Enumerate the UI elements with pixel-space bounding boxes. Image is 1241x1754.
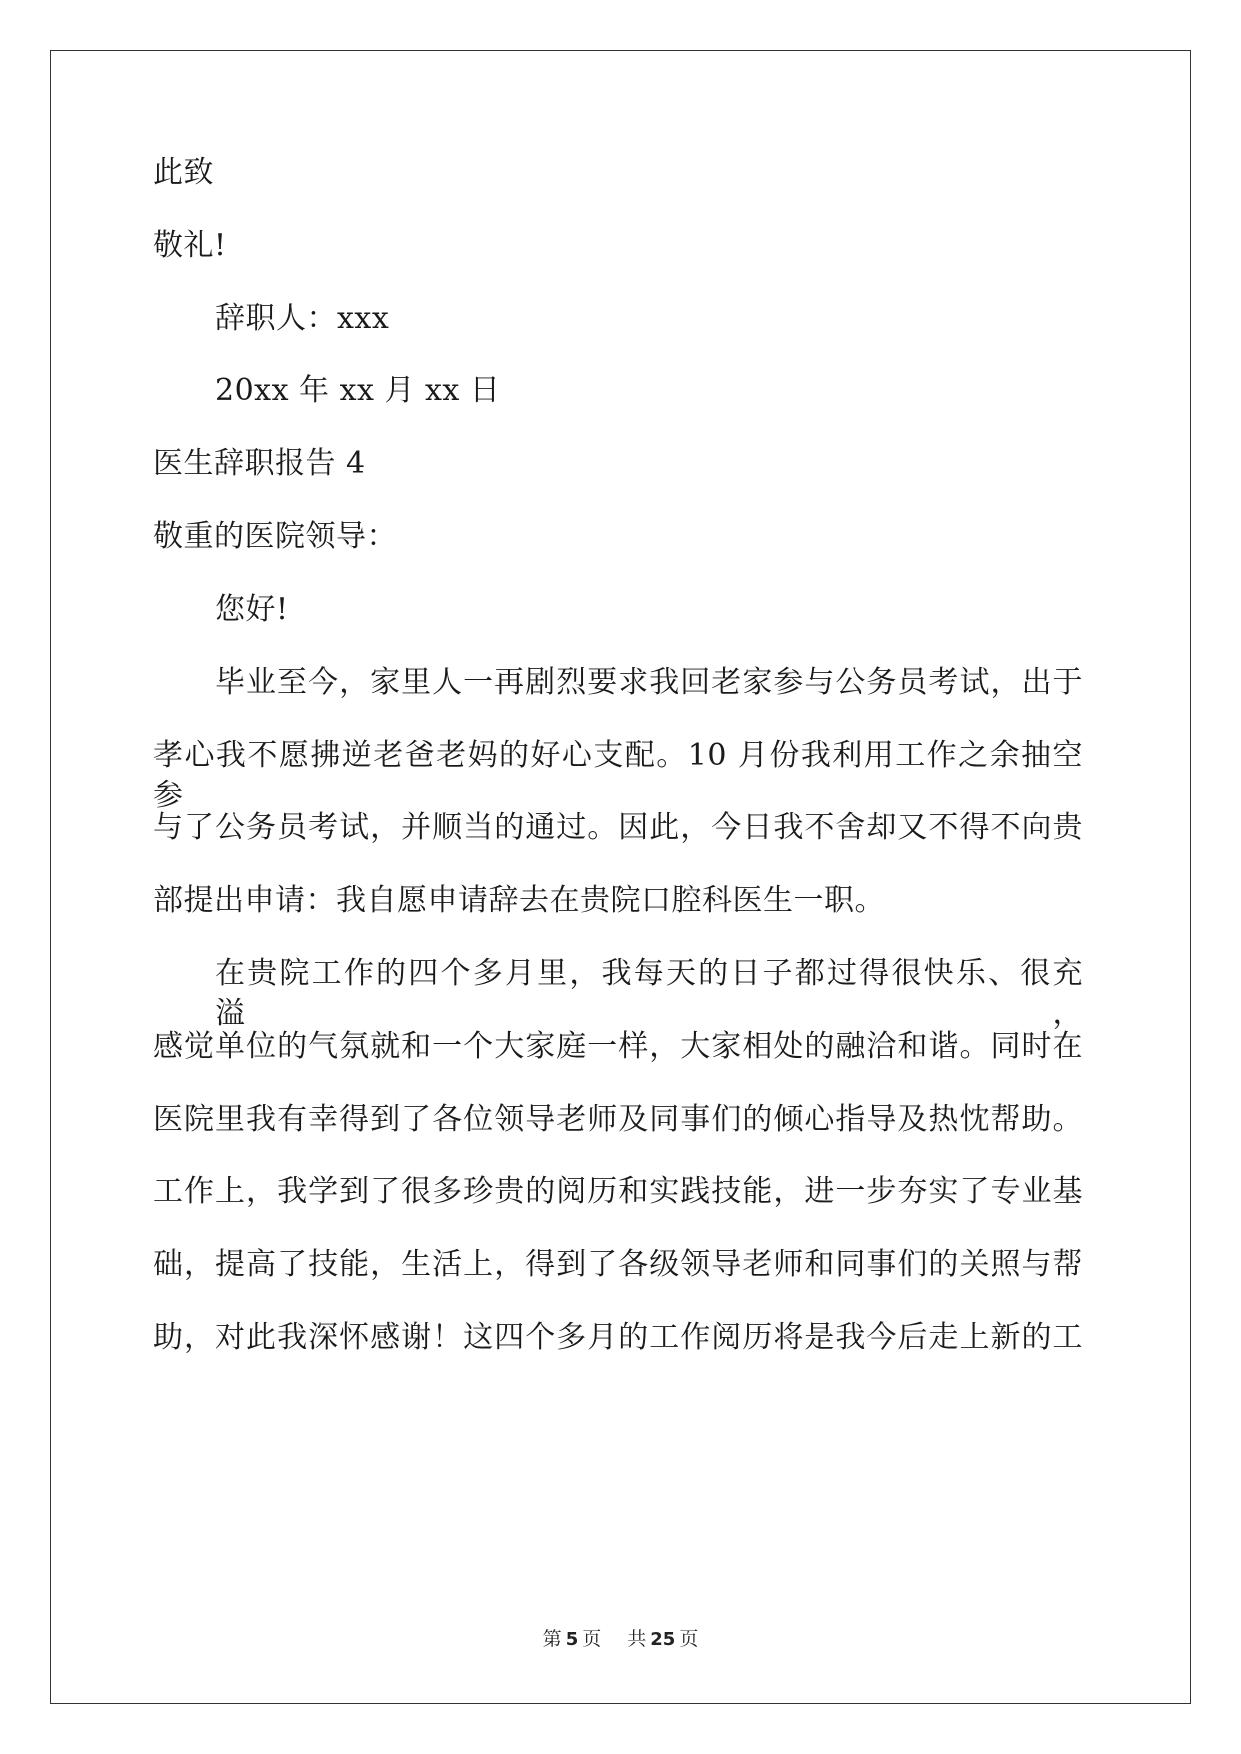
greeting: 您好! (215, 592, 289, 627)
salutation: 敬重的医院领导： (153, 519, 397, 554)
closing-salute: 敬礼! (153, 228, 227, 263)
paragraph-line: 础，提高了技能，生活上，得到了各级领导老师和同事们的关照与帮 (153, 1247, 1083, 1282)
paragraph-line: 毕业至今，家里人一再剧烈要求我回老家参与公务员考试，出于 (215, 665, 1083, 700)
total-pages: 25 (650, 1629, 676, 1650)
total-prefix: 共 (627, 1628, 647, 1650)
paragraph-line: 医院里我有幸得到了各位领导老师及同事们的倾心指导及热忱帮助。 (153, 1102, 1083, 1137)
paragraph-line: 助，对此我深怀感谢！这四个多月的工作阅历将是我今后走上新的工 (153, 1320, 1083, 1355)
page-prefix: 第 (542, 1628, 562, 1650)
page-number: 5 (565, 1629, 579, 1650)
date-line: 20xx 年 xx 月 xx 日 (215, 373, 501, 408)
paragraph-line: 孝心我不愿拂逆老爸老妈的好心支配。10 月份我利用工作之余抽空参 (153, 738, 1083, 813)
section-title: 医生辞职报告 4 (153, 446, 366, 481)
paragraph-line: 工作上，我学到了很多珍贵的阅历和实践技能，进一步夯实了专业基 (153, 1174, 1083, 1209)
page-suffix: 页 (582, 1628, 602, 1650)
closing-phrase: 此致 (153, 155, 214, 190)
paragraph-line: 与了公务员考试，并顺当的通过。因此，今日我不舍却又不得不向贵 (153, 810, 1083, 845)
paragraph-line: 感觉单位的气氛就和一个大家庭一样，大家相处的融洽和谐。同时在 (153, 1029, 1083, 1064)
signature-line: 辞职人：xxx (215, 301, 390, 336)
total-suffix: 页 (679, 1628, 699, 1650)
page-footer (0, 1627, 1241, 1652)
paragraph-line: 在贵院工作的四个多月里，我每天的日子都过得很快乐、很充溢， (215, 956, 1083, 1031)
paragraph-line: 部提出申请：我自愿申请辞去在贵院口腔科医生一职。 (153, 883, 885, 918)
